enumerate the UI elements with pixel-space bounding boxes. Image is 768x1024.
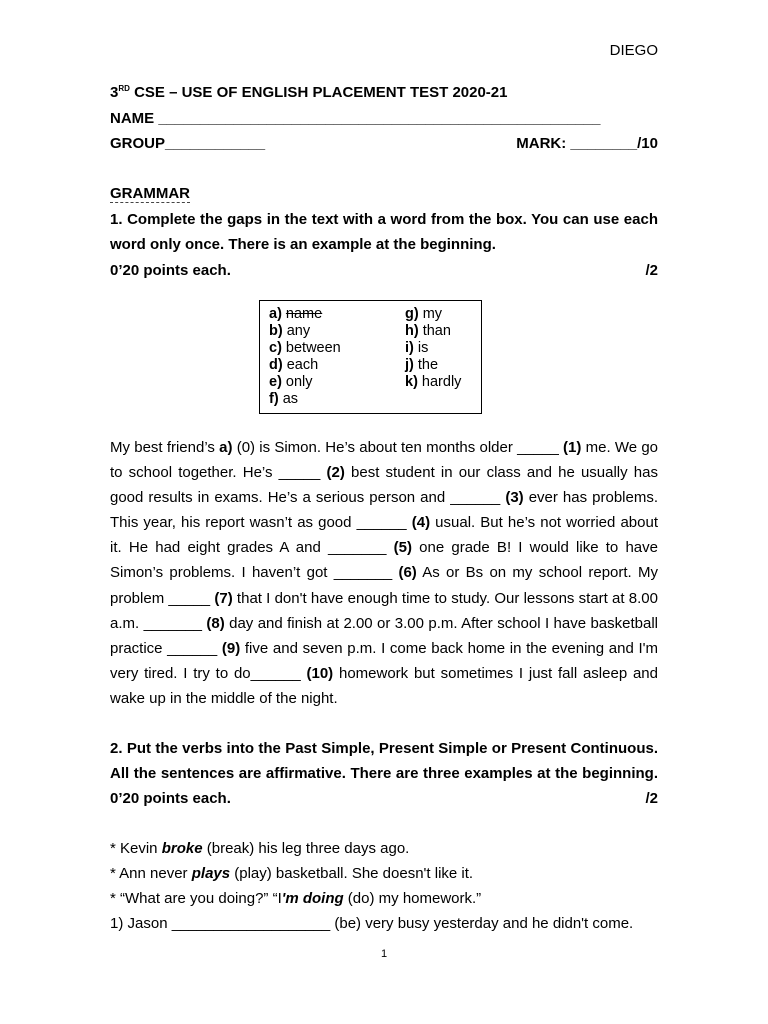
name-line: NAME _____________________________________________________ bbox=[110, 110, 601, 127]
points-label: 0’20 points each. bbox=[110, 262, 231, 279]
title-superscript: RD bbox=[118, 84, 130, 93]
word-option: a) name bbox=[269, 306, 323, 322]
sentence-line: 1) Jason ___________________ (be) very busy yesterday and he didn't come. bbox=[110, 915, 634, 932]
author-name: DIEGO bbox=[609, 42, 658, 59]
word-box bbox=[259, 300, 482, 414]
exercise-2-score: /2 bbox=[645, 790, 658, 807]
exercise-1-score: /2 bbox=[645, 262, 658, 279]
page-number: 1 bbox=[380, 948, 388, 960]
exercise-1-text: My best friend’s a) (0) is Simon. He’s about ten months older _____ (1) me. We go to school together. He’s _____ (2) best student in our class and he usually has good results in exams. He’s a serious person and ______ (3) ever has problems. This year, his report wasn’t as good ______ (4) usual. But he’s not worried about it. He had eight grades A and _______ (5) one grade B! I would like to have Simon’s problems. I haven’t got _______ (6) As or Bs on my school report. My problem _____ (7) that I don't have enough time to study. Our lessons start at 8.00 a.m. _______ (8) day and finish at 2.00 or 3.00 p.m. After school I have basketball practice ______ (9) five and seven p.m. I come back home in the evening and I'm very tired. I try to do______ (10) homework but sometimes I just fall asleep and wake up in the middle of the night. bbox=[110, 439, 659, 707]
title-number: 3 bbox=[110, 84, 119, 101]
word-option: f) as bbox=[269, 391, 299, 407]
exercise-1-points bbox=[110, 262, 658, 279]
test-title bbox=[110, 84, 508, 101]
group-field: GROUP____________ bbox=[110, 135, 266, 152]
word-option: d) each bbox=[269, 357, 319, 373]
group-mark-line bbox=[110, 135, 658, 152]
section-heading-grammar: GRAMMAR bbox=[110, 185, 190, 202]
word-option: b) any bbox=[269, 323, 311, 339]
word-option: e) only bbox=[269, 374, 313, 390]
word-box-right-column bbox=[405, 306, 461, 391]
mark-field: MARK: ________/10 bbox=[516, 135, 658, 152]
word-option: c) between bbox=[269, 340, 341, 356]
word-option: j) the bbox=[405, 357, 439, 373]
sentence-line: * Ann never plays (play) basketball. She doesn't like it. bbox=[110, 865, 474, 882]
exercise-2-instruction: 2. Put the verbs into the Past Simple, Present Simple or Present Continuous. All the sentences are affirmative. There are three examples at the beginning. 0’20 points each. /2 bbox=[110, 736, 658, 811]
word-option: i) is bbox=[405, 340, 429, 356]
word-option: g) my bbox=[405, 306, 443, 322]
title-text: CSE – USE OF ENGLISH PLACEMENT TEST 2020-21 bbox=[129, 84, 508, 101]
word-box-left-column bbox=[269, 306, 341, 408]
word-option: k) hardly bbox=[405, 374, 462, 390]
sentence-line: * Kevin broke (break) his leg three days ago. bbox=[110, 840, 410, 857]
word-option: h) than bbox=[405, 323, 451, 339]
exercise-1-instruction: 1. Complete the gaps in the text with a word from the box. You can use each word only once. There is an example at the beginning. bbox=[110, 211, 658, 253]
sentence-line: * “What are you doing?” “I'm doing (do) my homework.” bbox=[110, 890, 482, 907]
